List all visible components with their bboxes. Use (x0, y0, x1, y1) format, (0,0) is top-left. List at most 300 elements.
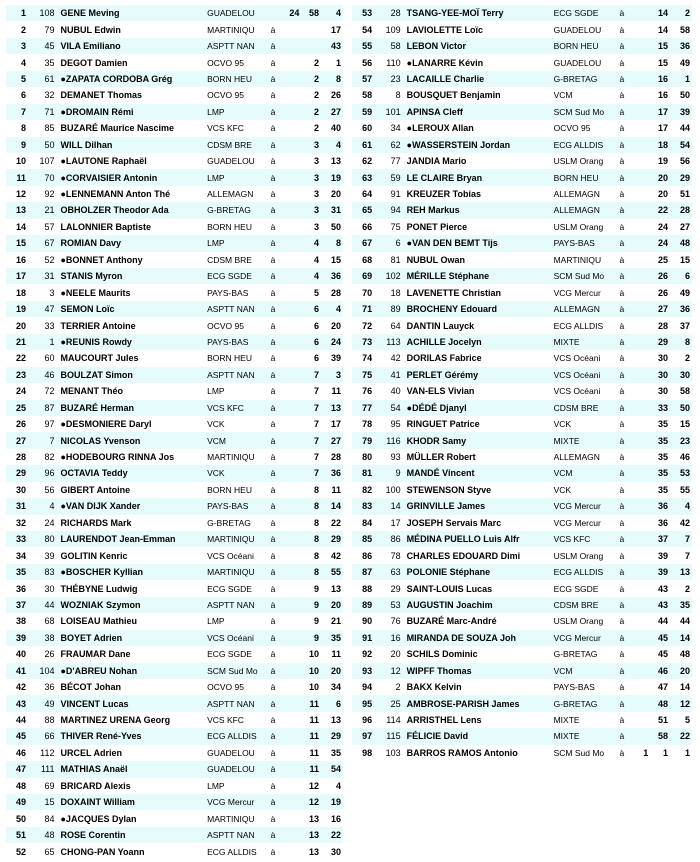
result-row (6, 235, 343, 251)
rider-name: VILA Emiliano (59, 38, 206, 54)
time-minutes: 24 (650, 219, 670, 235)
time-seconds: 44 (670, 120, 692, 136)
rank-cell: 67 (352, 235, 376, 251)
club-name: CDSM BRE (205, 252, 270, 268)
time-seconds: 13 (321, 580, 343, 596)
bib-number: 89 (376, 301, 405, 317)
rank-cell: 62 (352, 153, 376, 169)
result-row (6, 383, 343, 399)
time-minutes: 35 (650, 432, 670, 448)
time-seconds: 1 (321, 54, 343, 70)
time-hours (282, 350, 302, 366)
bib-number: 32 (30, 87, 58, 103)
rider-name: TSANG-YEE-MOÏ Terry (405, 5, 552, 21)
time-minutes: 6 (301, 317, 321, 333)
rank-cell: 55 (352, 38, 376, 54)
separator-a: à (270, 202, 282, 218)
time-hours (282, 547, 302, 563)
rider-name: BARROS RAMOS Antonio (405, 745, 552, 761)
time-seconds: 8 (670, 334, 692, 350)
rank-cell: 38 (6, 613, 30, 629)
result-row (6, 745, 343, 761)
club-name: MIXTE (552, 728, 619, 744)
separator-a: à (270, 87, 282, 103)
separator-a: à (270, 827, 282, 843)
rank-cell: 13 (6, 202, 30, 218)
rider-name: CHARLES EDOUARD Dimi (405, 547, 552, 563)
separator-a: à (618, 334, 630, 350)
rank-cell: 9 (6, 137, 30, 153)
time-hours (631, 597, 651, 613)
time-minutes: 30 (650, 367, 670, 383)
rider-name: BÉCOT Johan (59, 679, 206, 695)
rank-cell: 6 (6, 87, 30, 103)
result-row (352, 728, 692, 744)
time-hours (631, 416, 651, 432)
bib-number: 114 (376, 712, 405, 728)
rank-cell: 84 (352, 515, 376, 531)
separator-a: à (270, 350, 282, 366)
bib-number: 4 (30, 498, 58, 514)
time-minutes: 22 (650, 202, 670, 218)
time-seconds: 15 (670, 252, 692, 268)
rider-name: TERRIER Antoine (59, 317, 206, 333)
time-hours (631, 465, 651, 481)
result-row (352, 71, 692, 87)
rank-cell: 72 (352, 317, 376, 333)
result-row (352, 531, 692, 547)
result-row (6, 580, 343, 596)
time-minutes: 10 (301, 663, 321, 679)
rider-name: ●LENNEMANN Anton Thé (59, 186, 206, 202)
result-row (352, 334, 692, 350)
separator-a: à (270, 646, 282, 662)
rank-cell: 44 (6, 712, 30, 728)
bib-number: 36 (30, 679, 58, 695)
time-seconds: 2 (670, 350, 692, 366)
result-row (6, 104, 343, 120)
time-hours (282, 449, 302, 465)
separator-a: à (270, 120, 282, 136)
rider-name: ●DÉDÉ Djanyl (405, 400, 552, 416)
separator-a: à (618, 531, 630, 547)
time-minutes: 8 (301, 564, 321, 580)
rank-cell: 14 (6, 219, 30, 235)
time-seconds: 53 (670, 465, 692, 481)
rank-cell: 19 (6, 301, 30, 317)
time-seconds: 29 (670, 169, 692, 185)
separator-a: à (270, 268, 282, 284)
bib-number: 47 (30, 301, 58, 317)
club-name: GUADELOU (205, 761, 270, 777)
separator-a: à (618, 54, 630, 70)
bib-number: 101 (376, 104, 405, 120)
time-hours (282, 87, 302, 103)
rider-name: BUZARÉ Maurice Nascime (59, 120, 206, 136)
result-row (6, 252, 343, 268)
separator-a: à (270, 38, 282, 54)
rank-cell: 98 (352, 745, 376, 761)
bib-number: 71 (30, 104, 58, 120)
result-row (352, 482, 692, 498)
time-minutes: 2 (301, 54, 321, 70)
result-row (352, 54, 692, 70)
rider-name: KHODR Samy (405, 432, 552, 448)
time-hours (282, 416, 302, 432)
rider-name: ●DROMAIN Rémi (59, 104, 206, 120)
rank-cell: 68 (352, 252, 376, 268)
separator-a: à (618, 498, 630, 514)
time-minutes: 1 (650, 745, 670, 761)
time-minutes: 45 (650, 646, 670, 662)
time-hours (631, 219, 651, 235)
rank-cell: 56 (352, 54, 376, 70)
time-hours (631, 21, 651, 37)
results-table-right (352, 5, 692, 761)
time-hours (631, 613, 651, 629)
time-hours (631, 235, 651, 251)
rank-cell: 49 (6, 794, 30, 810)
club-name: LMP (205, 235, 270, 251)
rank-cell: 8 (6, 120, 30, 136)
rank-cell: 22 (6, 350, 30, 366)
result-row (352, 383, 692, 399)
separator-a: à (270, 531, 282, 547)
bib-number: 39 (30, 547, 58, 563)
time-minutes: 13 (301, 810, 321, 826)
bib-number: 42 (376, 350, 405, 366)
club-name: ASPTT NAN (205, 827, 270, 843)
time-minutes: 8 (301, 482, 321, 498)
bib-number: 9 (376, 465, 405, 481)
time-seconds: 6 (670, 268, 692, 284)
time-minutes: 3 (301, 153, 321, 169)
time-hours (631, 104, 651, 120)
separator-a: à (270, 679, 282, 695)
time-seconds: 12 (670, 695, 692, 711)
club-name: VCS Océani (205, 547, 270, 563)
time-minutes: 11 (301, 761, 321, 777)
bib-number: 84 (30, 810, 58, 826)
time-seconds: 26 (321, 87, 343, 103)
club-name: PAYS-BAS (205, 334, 270, 350)
rank-cell: 7 (6, 104, 30, 120)
bib-number: 112 (30, 745, 58, 761)
time-seconds: 7 (670, 531, 692, 547)
separator-a: à (618, 38, 630, 54)
time-seconds: 28 (321, 284, 343, 300)
rank-cell: 93 (352, 663, 376, 679)
rank-cell: 52 (6, 843, 30, 859)
time-seconds: 20 (321, 597, 343, 613)
bib-number: 50 (30, 137, 58, 153)
time-hours (631, 728, 651, 744)
result-row (352, 317, 692, 333)
rider-name: DORILAS Fabrice (405, 350, 552, 366)
time-minutes: 20 (650, 186, 670, 202)
rank-cell: 60 (352, 120, 376, 136)
club-name: PAYS-BAS (552, 235, 619, 251)
bib-number: 38 (30, 630, 58, 646)
club-name: VCS KFC (205, 712, 270, 728)
club-name: GUADELOU (205, 5, 270, 21)
time-seconds: 6 (321, 695, 343, 711)
separator-a: à (618, 301, 630, 317)
rider-name: NICOLAS Yvenson (59, 432, 206, 448)
club-name: OCVO 95 (205, 54, 270, 70)
club-name: SCM Sud Mo (552, 104, 619, 120)
time-minutes: 12 (301, 794, 321, 810)
time-seconds: 50 (321, 219, 343, 235)
time-seconds: 50 (670, 400, 692, 416)
rank-cell: 26 (6, 416, 30, 432)
rider-name: VAN-ELS Vivian (405, 383, 552, 399)
result-row (6, 71, 343, 87)
result-row (6, 564, 343, 580)
separator-a: à (270, 169, 282, 185)
rank-cell: 92 (352, 646, 376, 662)
club-name: VCS Océani (552, 367, 619, 383)
time-minutes: 30 (650, 383, 670, 399)
separator-a: à (270, 465, 282, 481)
time-seconds: 2 (670, 580, 692, 596)
time-hours (631, 268, 651, 284)
rider-name: WIPFF Thomas (405, 663, 552, 679)
time-seconds: 13 (321, 712, 343, 728)
separator-a: à (618, 547, 630, 563)
time-minutes: 51 (650, 712, 670, 728)
time-minutes: 2 (301, 71, 321, 87)
bib-number: 80 (30, 531, 58, 547)
rank-cell: 88 (352, 580, 376, 596)
club-name: G-BRETAG (552, 646, 619, 662)
time-hours (631, 87, 651, 103)
result-row (352, 137, 692, 153)
time-hours (631, 350, 651, 366)
rider-name: STANIS Myron (59, 268, 206, 284)
rider-name: ●HODEBOURG RINNA Jos (59, 449, 206, 465)
rank-cell: 82 (352, 482, 376, 498)
time-minutes: 47 (650, 679, 670, 695)
rank-cell: 58 (352, 87, 376, 103)
time-hours (631, 334, 651, 350)
time-seconds: 35 (321, 630, 343, 646)
result-row (352, 120, 692, 136)
result-row (352, 400, 692, 416)
rider-name: LOISEAU Mathieu (59, 613, 206, 629)
bib-number: 85 (30, 120, 58, 136)
time-hours (631, 547, 651, 563)
separator-a: à (270, 515, 282, 531)
club-name: MIXTE (552, 432, 619, 448)
time-minutes: 7 (301, 416, 321, 432)
result-row (6, 301, 343, 317)
rider-name: ●WASSERSTEIN Jordan (405, 137, 552, 153)
result-row (6, 547, 343, 563)
rank-cell: 96 (352, 712, 376, 728)
bib-number: 23 (376, 71, 405, 87)
separator-a: à (618, 104, 630, 120)
time-hours (282, 465, 302, 481)
time-seconds: 1 (670, 71, 692, 87)
time-minutes: 17 (650, 120, 670, 136)
club-name: MARTINIQU (205, 449, 270, 465)
separator-a: à (618, 235, 630, 251)
result-row (6, 432, 343, 448)
separator-a: à (270, 153, 282, 169)
club-name: VCK (205, 465, 270, 481)
rider-name: THIVER René-Yves (59, 728, 206, 744)
time-hours (631, 432, 651, 448)
rider-name: SCHILS Dominic (405, 646, 552, 662)
rider-name: ●BONNET Anthony (59, 252, 206, 268)
time-minutes: 7 (301, 432, 321, 448)
bib-number: 56 (30, 482, 58, 498)
rider-name: AMBROSE-PARISH James (405, 695, 552, 711)
time-hours (631, 301, 651, 317)
rider-name: ●LAUTONE Raphaël (59, 153, 206, 169)
time-seconds: 54 (670, 137, 692, 153)
time-seconds: 46 (670, 449, 692, 465)
bib-number: 52 (30, 252, 58, 268)
time-seconds: 48 (670, 235, 692, 251)
separator-a: à (270, 778, 282, 794)
time-hours (631, 367, 651, 383)
rank-cell: 46 (6, 745, 30, 761)
rank-cell: 28 (6, 449, 30, 465)
time-hours (282, 728, 302, 744)
time-seconds: 22 (670, 728, 692, 744)
time-hours (282, 778, 302, 794)
rank-cell: 23 (6, 367, 30, 383)
time-seconds: 20 (321, 317, 343, 333)
rank-cell: 43 (6, 695, 30, 711)
club-name: BORN HEU (205, 71, 270, 87)
result-row (6, 219, 343, 235)
rank-cell: 94 (352, 679, 376, 695)
time-seconds: 14 (670, 679, 692, 695)
time-seconds: 8 (321, 235, 343, 251)
club-name: ECG SGDE (205, 646, 270, 662)
time-hours (631, 712, 651, 728)
time-hours (282, 498, 302, 514)
time-seconds: 22 (321, 827, 343, 843)
time-minutes: 35 (650, 449, 670, 465)
bib-number: 61 (30, 71, 58, 87)
rider-name: ●CORVAISIER Antonin (59, 169, 206, 185)
time-seconds: 51 (670, 186, 692, 202)
time-hours (631, 679, 651, 695)
rider-name: FRAUMAR Dane (59, 646, 206, 662)
separator-a: à (618, 186, 630, 202)
result-row (352, 350, 692, 366)
rider-name: FÉLICIE David (405, 728, 552, 744)
rider-name: BOUSQUET Benjamin (405, 87, 552, 103)
rank-cell: 20 (6, 317, 30, 333)
result-row (6, 54, 343, 70)
separator-a: à (618, 465, 630, 481)
time-minutes: 3 (301, 219, 321, 235)
rider-name: BRICARD Alexis (59, 778, 206, 794)
time-minutes: 3 (301, 137, 321, 153)
rider-name: DOXAINT William (59, 794, 206, 810)
bib-number: 3 (30, 284, 58, 300)
bib-number: 95 (376, 416, 405, 432)
separator-a: à (270, 235, 282, 251)
time-minutes: 6 (301, 350, 321, 366)
rider-name: GRINVILLE James (405, 498, 552, 514)
time-seconds: 39 (670, 104, 692, 120)
result-row (6, 186, 343, 202)
club-name: BORN HEU (205, 482, 270, 498)
result-row (6, 317, 343, 333)
time-hours (282, 317, 302, 333)
rider-name: LALONNIER Baptiste (59, 219, 206, 235)
rank-cell: 37 (6, 597, 30, 613)
rank-cell: 40 (6, 646, 30, 662)
time-minutes: 46 (650, 663, 670, 679)
separator-a: à (270, 794, 282, 810)
bib-number: 103 (376, 745, 405, 761)
time-seconds: 20 (321, 663, 343, 679)
result-row (352, 301, 692, 317)
club-name: VCG Mercur (205, 794, 270, 810)
separator-a: à (618, 268, 630, 284)
time-minutes: 7 (301, 367, 321, 383)
time-hours (631, 169, 651, 185)
club-name: PAYS-BAS (205, 498, 270, 514)
club-name: BORN HEU (552, 38, 619, 54)
time-hours (282, 104, 302, 120)
rider-name: RINGUET Patrice (405, 416, 552, 432)
club-name: VCK (552, 482, 619, 498)
separator-a: à (618, 367, 630, 383)
separator-a: à (270, 432, 282, 448)
bib-number: 48 (30, 827, 58, 843)
rank-cell: 41 (6, 663, 30, 679)
time-minutes: 12 (301, 778, 321, 794)
club-name: ECG SGDE (205, 268, 270, 284)
result-row (6, 38, 343, 54)
time-hours (631, 580, 651, 596)
rider-name: STEWENSON Styve (405, 482, 552, 498)
time-seconds: 35 (670, 597, 692, 613)
time-seconds: 30 (670, 367, 692, 383)
rank-cell: 48 (6, 778, 30, 794)
separator-a: à (270, 498, 282, 514)
result-row (6, 416, 343, 432)
time-minutes: 35 (650, 482, 670, 498)
result-row (6, 728, 343, 744)
time-hours (282, 580, 302, 596)
rank-cell: 12 (6, 186, 30, 202)
rider-name: MARTINEZ URENA Georg (59, 712, 206, 728)
club-name: ECG SGDE (205, 580, 270, 596)
club-name: ASPTT NAN (205, 38, 270, 54)
time-minutes: 5 (301, 284, 321, 300)
rank-cell: 30 (6, 482, 30, 498)
rank-cell: 76 (352, 383, 376, 399)
time-minutes: 4 (301, 268, 321, 284)
club-name: VCK (552, 416, 619, 432)
rider-name: PERLET Gérémy (405, 367, 552, 383)
bib-number: 57 (30, 219, 58, 235)
time-minutes: 36 (650, 515, 670, 531)
separator-a: à (270, 317, 282, 333)
time-hours (282, 120, 302, 136)
separator-a: à (270, 597, 282, 613)
result-row (352, 465, 692, 481)
